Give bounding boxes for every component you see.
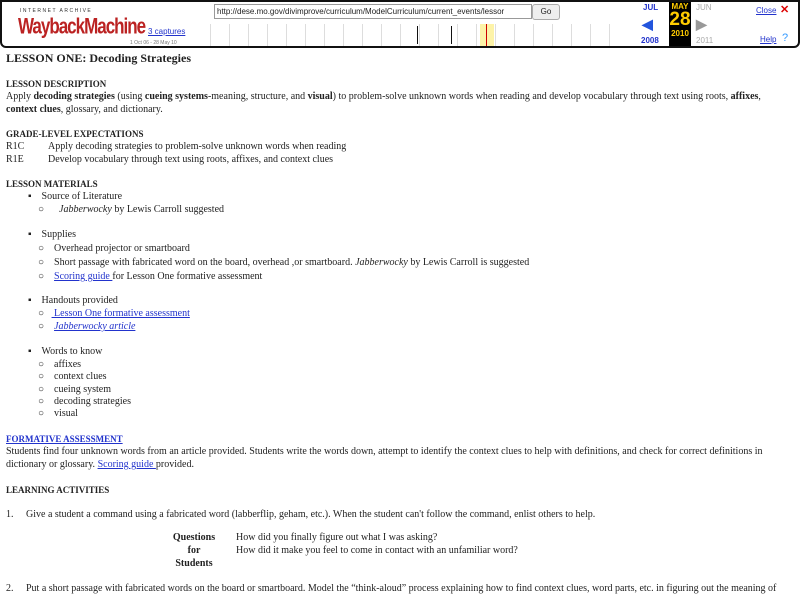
gle-text: Apply decoding strategies to problem-solve unknown words when reading <box>48 141 347 152</box>
timeline-tick <box>400 24 401 46</box>
prev-year[interactable]: 2008 <box>641 36 659 45</box>
close-icon[interactable]: ✕ <box>780 4 790 16</box>
timeline-tick <box>381 24 382 46</box>
timeline-highlight <box>480 24 494 46</box>
questions-label: for <box>187 545 201 556</box>
list-item: ▪ Source of Literature <box>28 191 123 202</box>
questions-label: Students <box>175 558 213 569</box>
scoring-guide-link-2[interactable]: Scoring guide <box>97 459 156 470</box>
timeline-tick <box>286 24 287 46</box>
heading-materials: LESSON MATERIALS <box>6 179 98 189</box>
timeline-tick <box>362 24 363 46</box>
timeline-tick <box>343 24 344 46</box>
list-item: ▪ Supplies <box>28 229 76 240</box>
gle-code: R1E <box>6 154 24 165</box>
timeline-tick <box>552 24 553 46</box>
current-month: MAY <box>671 2 689 11</box>
current-day: 28 <box>669 9 691 30</box>
timeline-tick <box>210 24 211 46</box>
next-year: 2011 <box>696 36 714 45</box>
help-icon[interactable]: ? <box>782 32 789 44</box>
heading-gle: GRADE-LEVEL EXPECTATIONS <box>6 129 144 139</box>
next-arrow-icon: ▶ <box>696 16 707 32</box>
formative-text2: dictionary or glossary. Scoring guide provided. <box>6 459 194 470</box>
list-item: ○ Lesson One formative assessment <box>38 308 190 319</box>
timeline-tick <box>248 24 249 46</box>
questions-label: Questions <box>172 532 216 543</box>
word-item: ○ decoding strategies <box>38 396 131 407</box>
close-link[interactable]: Close <box>756 6 777 15</box>
timeline-tick <box>305 24 306 46</box>
word-item: ○ affixes <box>38 359 82 370</box>
jabberwocky-article-link[interactable]: Jabberwocky article <box>54 321 136 332</box>
current-capture-mark[interactable] <box>486 24 487 46</box>
timeline-tick <box>533 24 534 46</box>
activity-2: Put a short passage with fabricated words on the board or smartboard. Model the “think-aloud” process explaining how to find context clues, word parts, etc. in figuring out the meaning of <box>26 583 777 594</box>
list-item: ○ Jabberwocky article <box>38 321 136 332</box>
activity-number: 2. <box>6 583 14 594</box>
timeline-tick <box>324 24 325 46</box>
timeline-tick <box>514 24 515 46</box>
current-year: 2010 <box>671 29 689 38</box>
timeline-tick <box>609 24 610 46</box>
description-line2: context clues, glossary, and dictionary. <box>6 104 163 115</box>
question: How did you finally figure out what I was asking? <box>236 532 438 543</box>
prev-month[interactable]: JUL <box>643 3 659 12</box>
timeline-tick <box>590 24 591 46</box>
go-button[interactable]: Go <box>532 4 560 20</box>
timeline-tick <box>438 24 439 46</box>
timeline-tick <box>267 24 268 46</box>
wayback-toolbar <box>0 0 800 48</box>
page-title: LESSON ONE: Decoding Strategies <box>6 51 192 65</box>
formative-assessment-heading-link[interactable]: FORMATIVE ASSESSMENT <box>6 434 123 444</box>
timeline-tick <box>419 24 420 46</box>
next-month: JUN <box>696 3 712 12</box>
activity-1: Give a student a command using a fabricated word (labberflip, geham, etc.). When the student can't follow the command, enlist others to help. <box>26 509 596 520</box>
timeline-tick <box>457 24 458 46</box>
prev-arrow-icon[interactable]: ◀ <box>642 16 653 32</box>
gle-text: Develop vocabulary through text using roots, affixes, and context clues <box>48 154 334 165</box>
word-item: ○ cueing system <box>38 384 111 395</box>
list-item: ○ Jabberwocky by Lewis Carroll suggested <box>38 204 225 215</box>
word-item: ○ visual <box>38 408 78 419</box>
activity-number: 1. <box>6 509 14 520</box>
word-item: ○ context clues <box>38 371 107 382</box>
capture-range: 1 Oct 06 - 28 May 10 <box>130 40 177 46</box>
timeline-tick <box>495 24 496 46</box>
timeline[interactable] <box>210 24 630 46</box>
heading-formative <box>6 433 123 445</box>
formative-text: Students find four unknown words from an article provided. Students write the words down, attempt to identify the context clues to help with definitions, and check for correct definitions in <box>6 446 763 457</box>
captures-link[interactable]: 3 captures <box>148 27 186 36</box>
brand-top: INTERNET ARCHIVE <box>20 8 93 14</box>
current-date <box>669 2 691 46</box>
question: How did it make you feel to come in contact with an unfamiliar word? <box>236 545 518 556</box>
capture-mark[interactable] <box>451 26 452 44</box>
gle-code: R1C <box>6 141 25 152</box>
capture-mark[interactable] <box>417 26 418 44</box>
formative-assessment-link[interactable]: Lesson One formative assessment <box>51 308 190 319</box>
heading-description: LESSON DESCRIPTION <box>6 79 107 89</box>
list-item: ▪ Handouts provided <box>28 295 118 306</box>
list-item: ○ Short passage with fabricated word on the board, overhead ,or smartboard. Jabberwocky by Lewis Carroll is suggested <box>38 257 530 268</box>
url-input[interactable]: http://dese.mo.gov/divimprove/curriculum/ModelCurriculum/current_events/lessor <box>214 4 532 19</box>
timeline-tick <box>229 24 230 46</box>
heading-activities: LEARNING ACTIVITIES <box>6 485 110 495</box>
wayback-logo[interactable]: WaybackMachine <box>18 14 146 39</box>
list-item: ▪ Words to know <box>28 346 103 357</box>
description-line1: Apply decoding strategies (using cueing systems-meaning, structure, and visual) to problem-solve unknown words when reading and develop vocabulary through text using roots, affixes, <box>6 91 761 102</box>
timeline-tick <box>571 24 572 46</box>
list-item: ○ Overhead projector or smartboard <box>38 243 190 254</box>
timeline-tick <box>476 24 477 46</box>
scoring-guide-link[interactable]: Scoring guide <box>54 271 113 282</box>
help-link[interactable]: Help <box>760 35 777 44</box>
list-item: ○ Scoring guide for Lesson One formative assessment <box>38 271 263 282</box>
